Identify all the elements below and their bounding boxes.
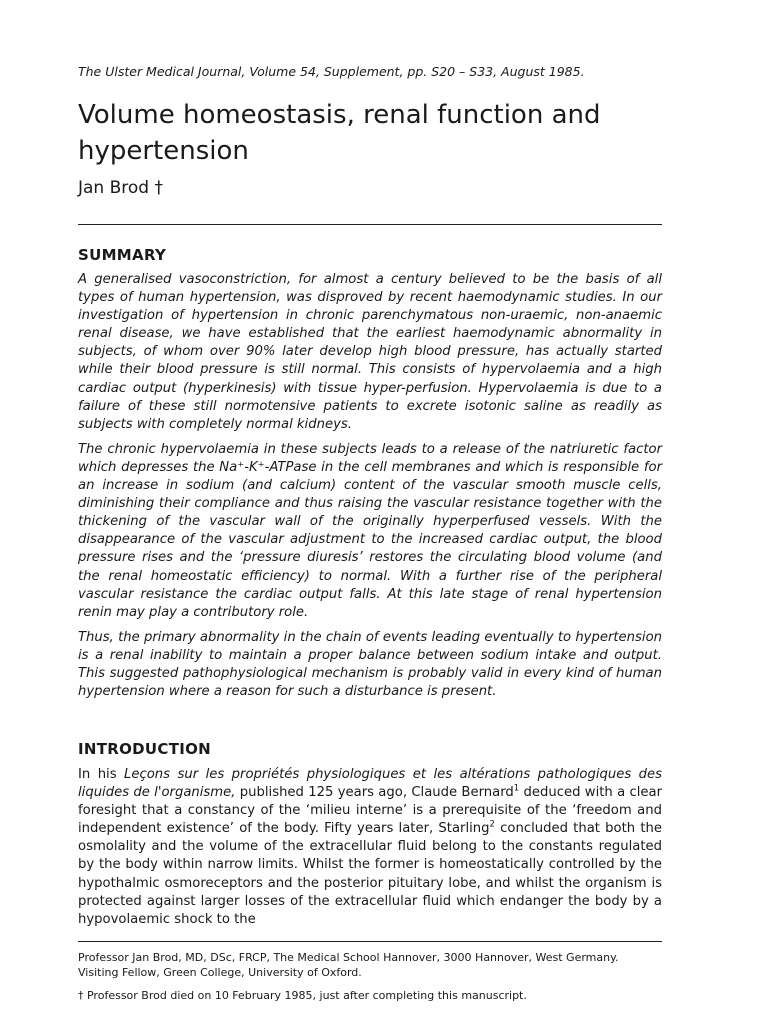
intro-text-4: concluded that both the osmolality and the volume of the extracellular fluid belong to the constants regulated by the body within narrow limits. Whilst the former is homeostatically controlled by the hypothalmic osmoreceptors and the posterior pituitary lobe, and whilst the organism is protected against larger losses of the extracellular fluid which endanger the body by a hypovolaemic shock to the <box>78 821 662 927</box>
introduction-heading: INTRODUCTION <box>78 740 212 758</box>
intro-text-2: published 125 years ago, Claude Bernard <box>235 785 514 801</box>
article-title: Volume homeostasis, renal function and hypertension <box>78 100 601 166</box>
summary-section <box>78 271 662 708</box>
footnote-death-note: † Professor Brod died on 10 February 1985, just after completing this manuscript. <box>78 989 527 1002</box>
footnote-divider <box>78 941 662 942</box>
intro-book-title: Leçons sur les propriétés physiologiques et les altérations pathologiques des liquides de l'organisme, <box>78 767 662 801</box>
summary-heading: SUMMARY <box>78 246 167 264</box>
introduction-section <box>78 766 662 929</box>
summary-paragraph-1: A generalised vasoconstriction, for almost a century believed to be the basis of all types of human hypertension, was disproved by recent haemodynamic studies. In our investigation of hypertension in chronic parenchymatous non-uraemic, non-anaemic renal disease, we have established that the earliest haemodynamic abnormality in subjects, of whom over 90% later develop high blood pressure, has actually started while their blood pressure is still normal. This consists of hypervolaemia and a high cardiac output (hyperkinesis) with tissue hyper-perfusion. Hypervolaemia is due to a failure of these still normotensive patients to excrete isotonic saline as readily as subjects with completely normal kidneys. <box>78 272 662 432</box>
article-author: Jan Brod † <box>78 178 163 198</box>
title-divider <box>78 224 662 225</box>
summary-paragraph-2: The chronic hypervolaemia in these subjects leads to a release of the natriuretic factor which depresses the Na⁺-K⁺-ATPase in the cell membranes and which is responsible for an increase in sodium (and calcium) content of the vascular smooth muscle cells, diminishing their compliance and thus raising the vascular resistance together with the thickening of the vascular wall of the originally hyperperfused vessels. With the disappearance of the vascular adjustment to the increased cardiac output, the blood pressure rises and the ‘pressure diuresis’ restores the circulating blood volume (and the renal homeostatic efficiency) to normal. With a further rise of the peripheral vascular resistance the cardiac output falls. At this late stage of renal hypertension renin may play a contributory role. <box>78 441 662 620</box>
introduction-paragraph <box>78 766 662 929</box>
reference-marker-2: 2 <box>489 819 495 830</box>
journal-page <box>78 0 662 1024</box>
intro-text-1: In his <box>78 767 125 782</box>
journal-citation: The Ulster Medical Journal, Volume 54, Supplement, pp. S20 – S33, August 1985. <box>78 64 585 79</box>
reference-marker-1: 1 <box>513 783 520 794</box>
intro-text-3: deduced with a clear foresight that a constancy of the ‘milieu interne’ is a prerequisite of the ‘freedom and independent existence’ of the body. Fifty years later, Starling <box>78 785 662 837</box>
summary-paragraph-3: Thus, the primary abnormality in the chain of events leading eventually to hypertension is a renal inability to maintain a proper balance between sodium intake and output. This suggested pathophysiological mechanism is probably valid in every kind of human hypertension where a reason for such a disturbance is present. <box>78 629 662 700</box>
footnote-affiliation: Professor Jan Brod, MD, DSc, FRCP, The Medical School Hannover, 3000 Hannover, West Germany. Visiting Fellow, Green College, University of Oxford. <box>78 951 619 979</box>
